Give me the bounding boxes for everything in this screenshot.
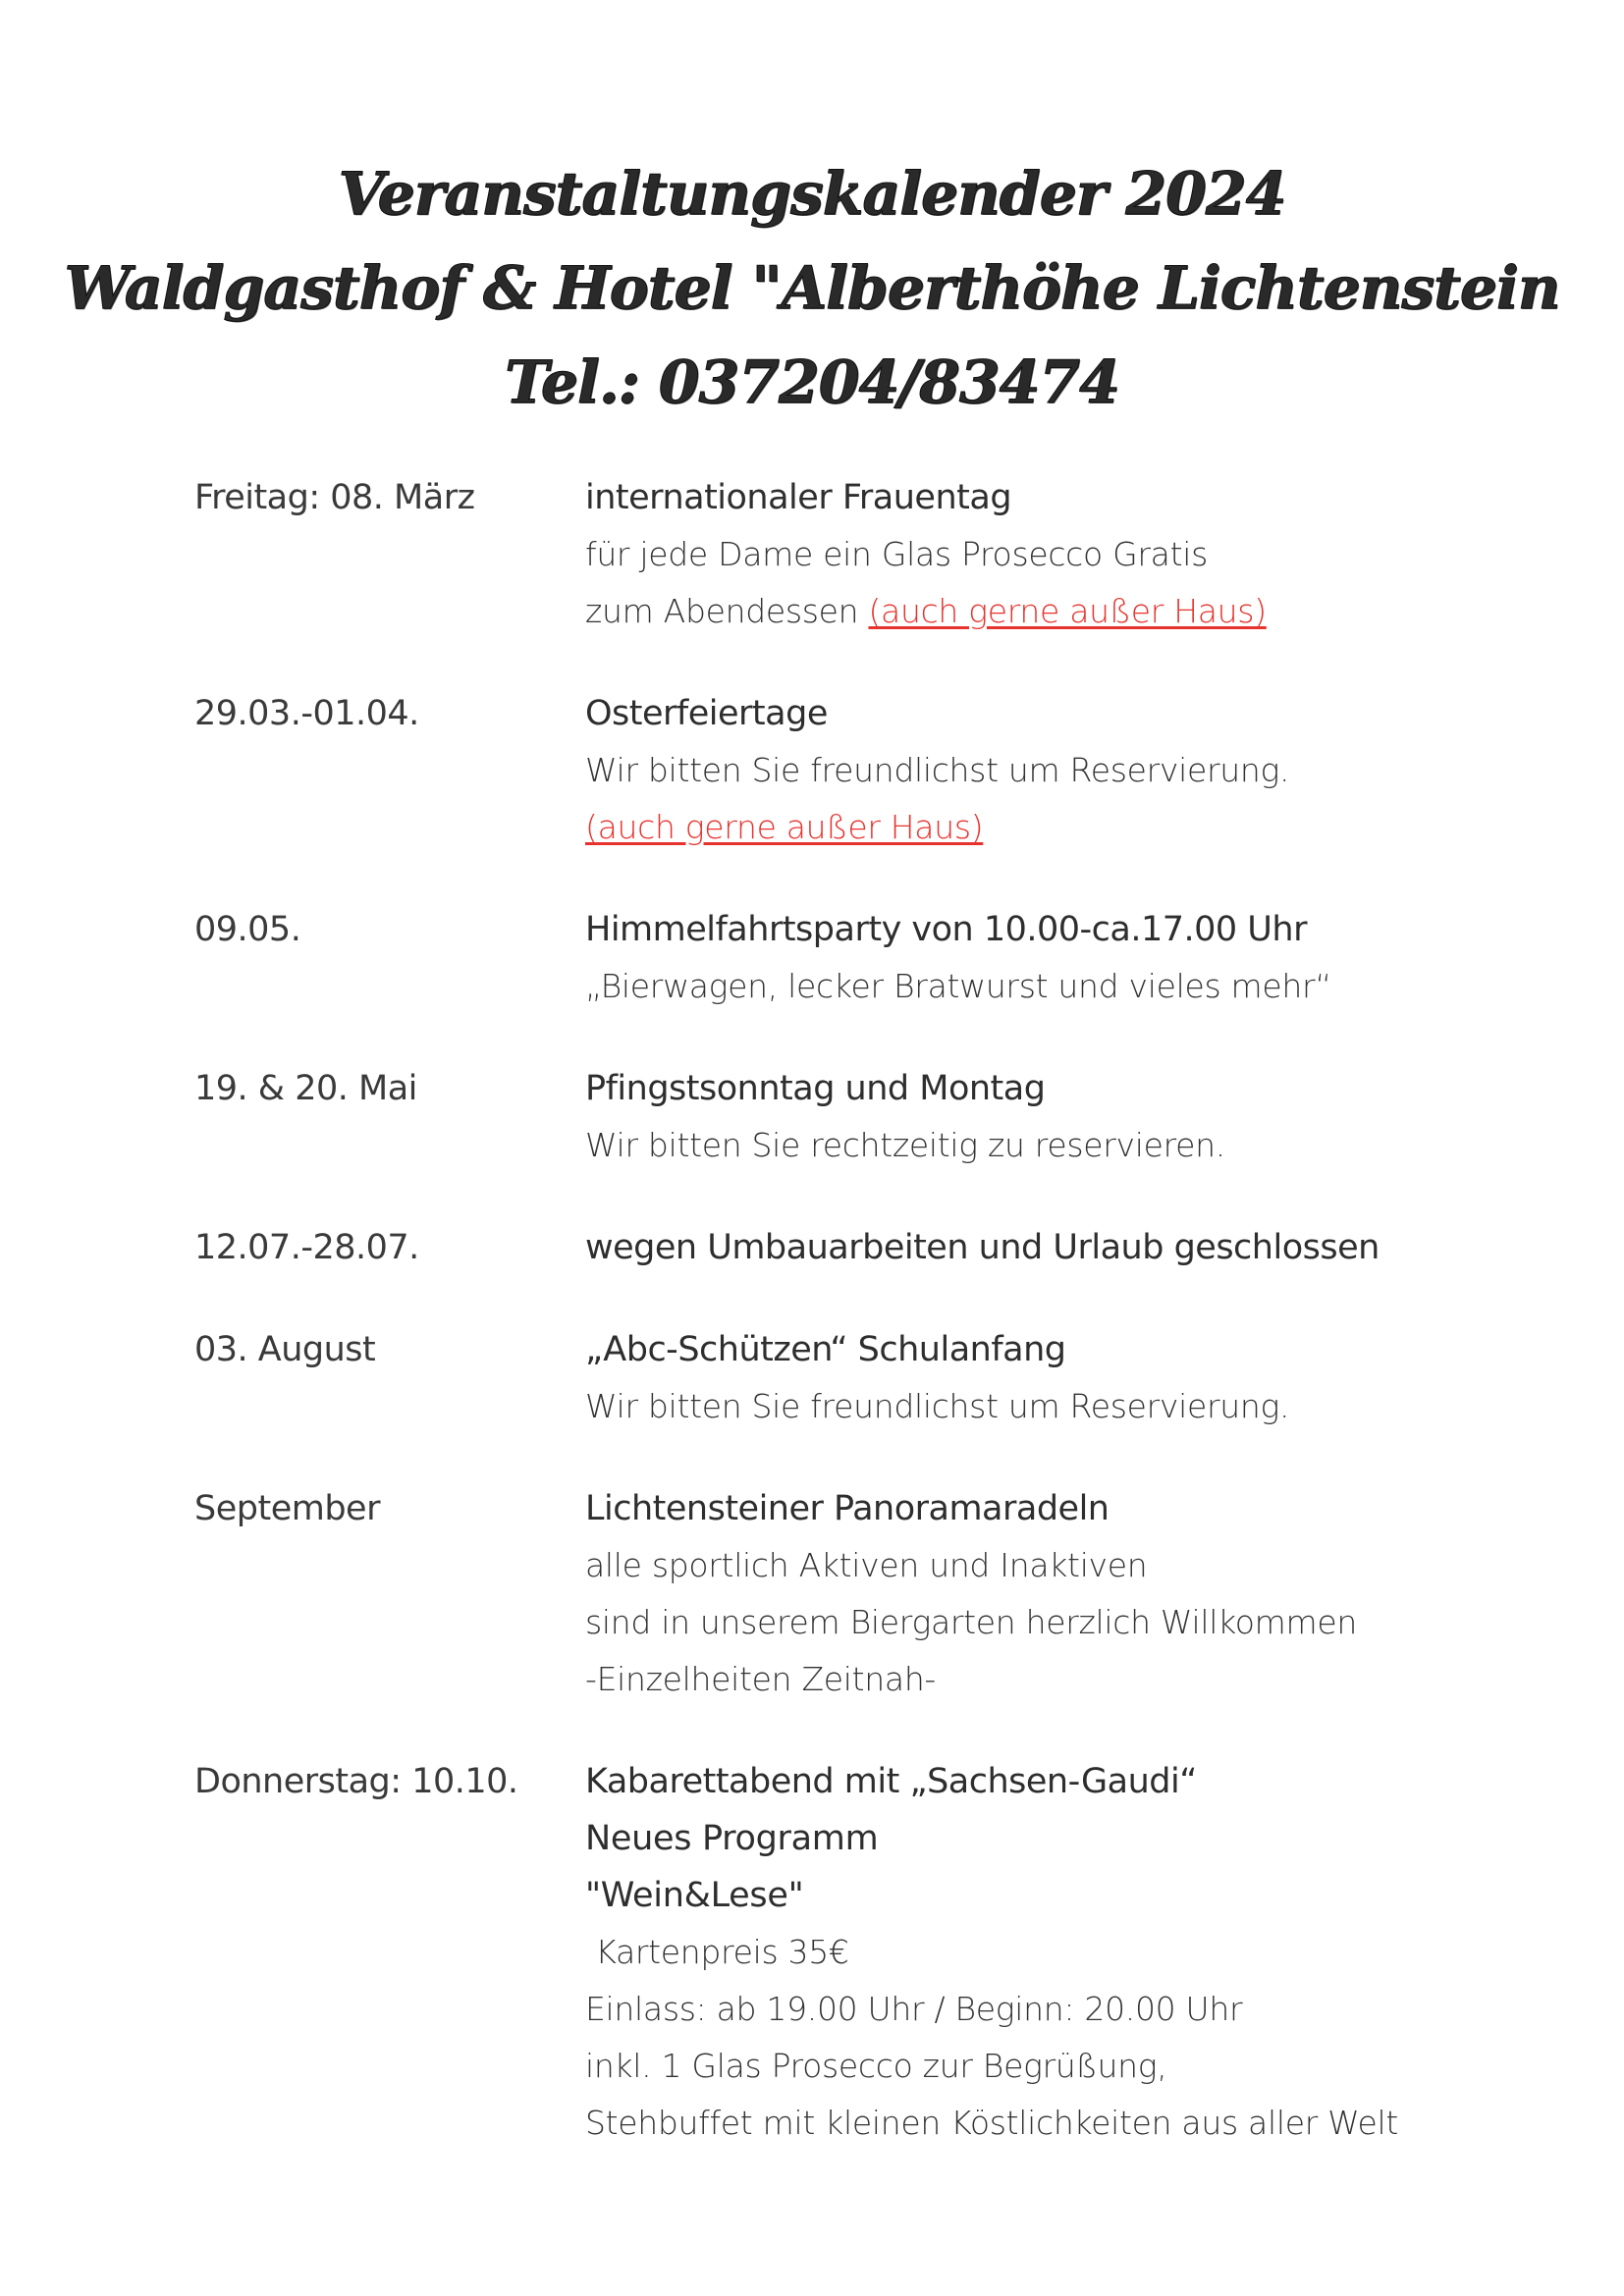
event-detail: alle sportlich Aktiven und Inaktiven [585, 1546, 1148, 1584]
event-detail: Kartenpreis 35€ [585, 1933, 849, 1971]
event-detail: inkl. 1 Glas Prosecco zur Begrüßung, [585, 2047, 1167, 2085]
event-body [585, 1060, 1471, 1174]
event-title: „Abc-Schützen“ Schulanfang [585, 1330, 1066, 1369]
event-detail: Neues Programm [585, 1819, 879, 1858]
event-body [585, 1321, 1471, 1435]
event-schulanfang [194, 1321, 1471, 1435]
hotel-name: Waldgasthof & Hotel "Alberthöhe Lichtenstein [64, 254, 1560, 323]
event-date: 09.05. [194, 910, 301, 949]
event-ostern [194, 685, 1471, 856]
event-title: internationaler Frauentag [585, 478, 1012, 517]
event-date: 19. & 20. Mai [194, 1069, 417, 1108]
event-detail: „Bierwagen, lecker Bratwurst und vieles mehr“ [585, 967, 1332, 1005]
event-date: Donnerstag: 10.10. [194, 1762, 518, 1801]
event-detail: Wir bitten Sie freundlichst um Reservierung. [585, 1387, 1290, 1425]
event-body [585, 1753, 1471, 2152]
event-body [585, 1480, 1471, 1708]
event-himmelfahrt [194, 901, 1471, 1015]
event-detail: "Wein&Lese" [585, 1876, 804, 1915]
event-detail: Wir bitten Sie rechtzeitig zu reservieren. [585, 1126, 1225, 1164]
event-title: Lichtensteiner Panoramaradeln [585, 1489, 1110, 1528]
event-closure [194, 1219, 1471, 1276]
event-detail-text: zum Abendessen [585, 592, 869, 630]
event-date: 12.07.-28.07. [194, 1228, 419, 1267]
calendar-title: Veranstaltungskalender 2024 [338, 160, 1286, 229]
event-detail: -Einzelheiten Zeitnah- [585, 1660, 937, 1698]
event-detail [585, 799, 1471, 856]
event-pfingsten [194, 1060, 1471, 1174]
event-title: Osterfeiertage [585, 694, 828, 733]
event-kabarett [194, 1753, 1471, 2152]
document-header [0, 147, 1624, 430]
event-date: 29.03.-01.04. [194, 694, 419, 733]
event-body [585, 1219, 1471, 1276]
event-title: Pfingstsonntag und Montag [585, 1069, 1046, 1108]
phone-number: Tel.: 037204/83474 [505, 348, 1119, 417]
event-panoramaradeln [194, 1480, 1471, 1708]
event-detail: Wir bitten Sie freundlichst um Reservierung. [585, 751, 1290, 789]
event-body [585, 685, 1471, 856]
event-date: 03. August [194, 1330, 376, 1369]
event-body [585, 901, 1471, 1015]
event-detail: sind in unserem Biergarten herzlich Willkommen [585, 1603, 1357, 1641]
event-body [585, 469, 1471, 640]
takeaway-link[interactable]: (auch gerne außer Haus) [868, 592, 1267, 630]
event-detail: für jede Dame ein Glas Prosecco Gratis [585, 535, 1208, 573]
event-title: Kabarettabend mit „Sachsen-Gaudi“ [585, 1762, 1197, 1801]
event-detail: Stehbuffet mit kleinen Köstlichkeiten aus aller Welt [585, 2104, 1399, 2142]
event-frauentag [194, 469, 1471, 640]
event-list [194, 469, 1471, 2197]
event-title: wegen Umbauarbeiten und Urlaub geschlossen [585, 1228, 1380, 1267]
event-date: Freitag: 08. März [194, 478, 475, 517]
event-date: September [194, 1489, 380, 1528]
event-title: Himmelfahrtsparty von 10.00-ca.17.00 Uhr [585, 910, 1307, 949]
event-detail [585, 583, 1471, 640]
event-detail: Einlass: ab 19.00 Uhr / Beginn: 20.00 Uhr [585, 1990, 1243, 2028]
takeaway-link[interactable]: (auch gerne außer Haus) [585, 808, 984, 846]
